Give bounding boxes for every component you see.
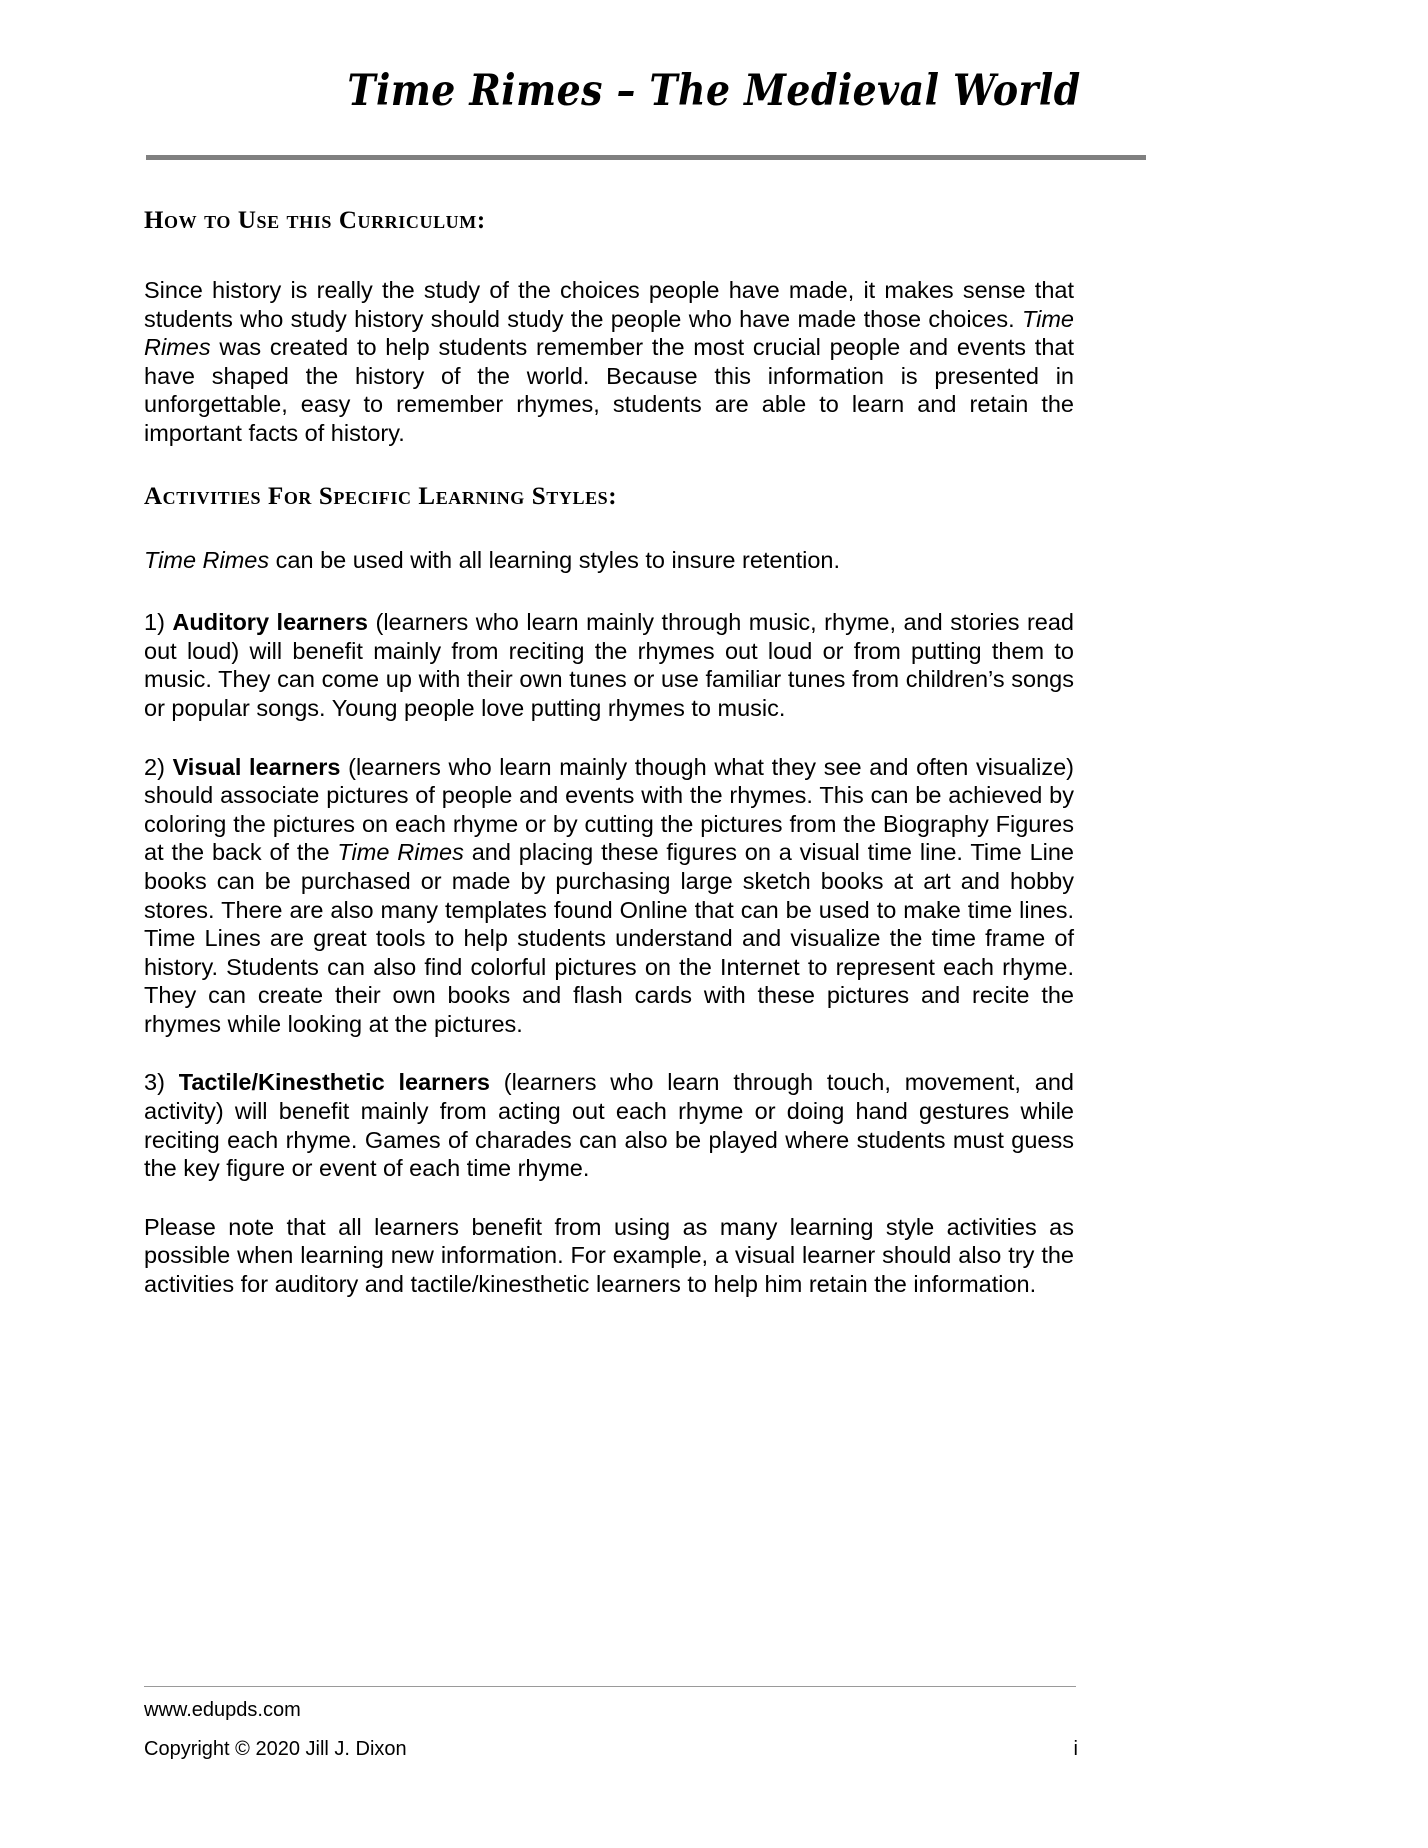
- paragraph-intro: [144, 276, 1074, 448]
- paragraph-tactile-learners: [144, 1068, 1074, 1182]
- text-run: Please note that all learners benefit from using as many learning style activities as possible when learning new information. For example, a visual learner should also try the activities for auditory and tactile/kinesthetic learners to help him retain the information.: [144, 1213, 1074, 1298]
- emphasis-text: Time Rimes: [337, 839, 464, 866]
- text-run: (learners who learn through touch, movement, and activity) will benefit mainly from acting out each rhyme or doing hand gestures while reciting each rhyme. Games of charades can also be played where students must guess the key figure or event of each time rhyme.: [144, 1069, 1074, 1182]
- text-run: 1): [144, 609, 173, 636]
- text-run: (learners who learn mainly through music, rhyme, and stories read out loud) will benefit mainly from reciting the rhymes out loud or from putting them to music. They can come up with their own tunes or use familiar tunes from children’s songs or popular songs. Young people love putting rhymes to music.: [144, 609, 1074, 721]
- text-run: 2): [144, 753, 173, 780]
- text-run: and placing these figures on a visual time line. Time Line books can be purchased or made by purchasing large sketch books at art and hobby stores. There are also many templates found Online that can be used to make time lines. Time Lines are great tools to help students understand and visualize the time frame of history. Students can also find colorful pictures on the Internet to represent each rhyme. They can create their own books and flash cards with these pictures and recite the rhymes while looking at the pictures.: [144, 839, 1074, 1037]
- document-body: [144, 206, 1074, 1299]
- footer-divider: [144, 1686, 1076, 1687]
- spacer: [144, 723, 1074, 753]
- spacer: [144, 1183, 1074, 1213]
- strong-text: Visual learners: [172, 753, 341, 780]
- spacer: [144, 448, 1074, 482]
- text-run: Since history is really the study of the choices people have made, it makes sense that students who study history should study the people who have made those choices.: [144, 277, 1074, 332]
- footer-copyright: Copyright © 2020 Jill J. Dixon: [144, 1738, 407, 1760]
- text-run: was created to help students remember the most crucial people and events that have shaped the history of the world. Because this information is presented in unforgettable, easy to remember rhymes, students are able to learn and retain the important facts of history.: [144, 334, 1074, 446]
- paragraph-styles-intro: [144, 546, 1074, 575]
- text-run: (learners who learn mainly though what they see and often visualize) should associate pictures of people and events with the rhymes. This can be achieved by coloring the pictures on each rhyme or by cutting the pictures from the Biography Figures at the back of the: [144, 753, 1074, 866]
- page-title: Time Rimes – The Medieval World: [347, 66, 1081, 116]
- paragraph-visual-learners: [144, 753, 1074, 1039]
- paragraph-closing-note: [144, 1213, 1074, 1299]
- text-run: can be used with all learning styles to insure retention.: [269, 546, 840, 573]
- spacer: [144, 574, 1074, 608]
- text-run: 3): [144, 1069, 179, 1096]
- strong-text: Tactile/Kinesthetic learners: [178, 1069, 490, 1096]
- section-heading-activities: Activities For Specific Learning Styles:: [144, 482, 618, 510]
- emphasis-text: Time Rimes: [144, 546, 270, 573]
- strong-text: Auditory learners: [172, 609, 368, 636]
- section-heading-how-to-use: How to Use this Curriculum:: [144, 207, 486, 234]
- emphasis-text: Time Rimes: [144, 305, 1074, 361]
- spacer: [144, 512, 1074, 546]
- footer-website: www.edupds.com: [144, 1699, 301, 1721]
- spacer: [144, 236, 1074, 276]
- footer-page-number: i: [1073, 1738, 1078, 1760]
- title-divider: [146, 155, 1146, 160]
- spacer: [144, 1038, 1074, 1068]
- paragraph-auditory-learners: [144, 608, 1074, 722]
